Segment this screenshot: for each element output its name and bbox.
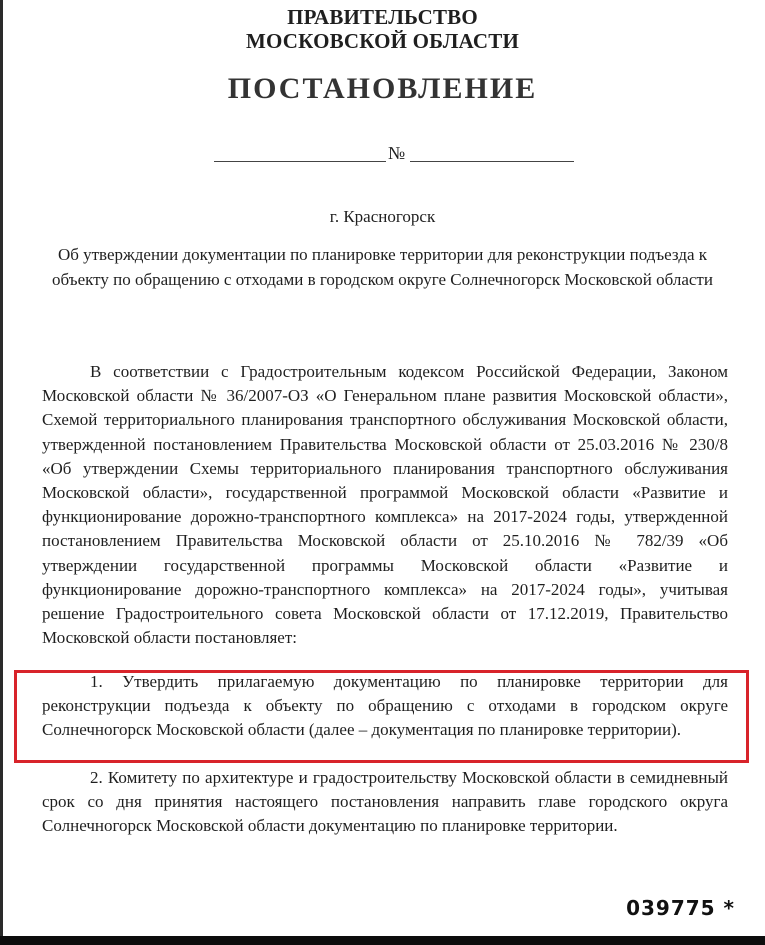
- number-sign: №: [388, 143, 406, 163]
- document-number-field: [214, 143, 574, 167]
- preamble-paragraph: В соответствии с Градостроительным кодексом Российской Федерации, Законом Московской области № 36/2007-ОЗ «О Генеральном плане развития Московской области», Схемой территориального планирования транспортного обслуживания Московской области, утвержденной постановлением Правительства Московской области от 25.03.2016 № 230/8 «Об утверждении Схемы территориального планирования транспортного обслуживания Московской области», государственной программой Московской области «Развитие и функционирование дорожно-транспортного комплекса» на 2017-2024 годы, утвержденной постановлением Правительства Московской области от 25.10.2016 № 782/39 «Об утверждении государственной программы Московской области «Развитие и функционирование дорожно-транспортного комплекса» на 2017-2024 годы», учитывая решение Градостроительного совета Московской области от 17.12.2019, Правительство Московской области постановляет:: [42, 362, 728, 648]
- number-underline-left: [214, 161, 386, 162]
- item-1-paragraph: 1. Утвердить прилагаемую документацию по планировке территории для реконструкции подъезда к объекту по обращению с отходами в городском округе Солнечногорск Московской области (далее – документация по планировке территории).: [42, 672, 728, 740]
- government-name-line1: ПРАВИТЕЛЬСТВО: [287, 5, 478, 29]
- scan-bottom-edge: [0, 936, 765, 945]
- item-2-paragraph: 2. Комитету по архитектуре и градостроительству Московской области в семидневный срок со дня принятия настоящего постановления направить главе городского округа Солнечногорск Московской области документацию по планировке территории.: [42, 768, 728, 836]
- number-underline-right: [410, 161, 574, 162]
- document-subject: Об утверждении документации по планировке территории для реконструкции подъезда к объекту по обращению с отходами в городском округе Солнечногорск Московской области: [52, 245, 713, 289]
- serial-stamp: 039775 *: [626, 896, 735, 920]
- document-city: г. Красногорск: [329, 207, 436, 226]
- government-name-line2: МОСКОВСКОЙ ОБЛАСТИ: [246, 29, 519, 53]
- scan-left-edge: [0, 0, 3, 945]
- document-type-title: ПОСТАНОВЛЕНИЕ: [227, 72, 538, 105]
